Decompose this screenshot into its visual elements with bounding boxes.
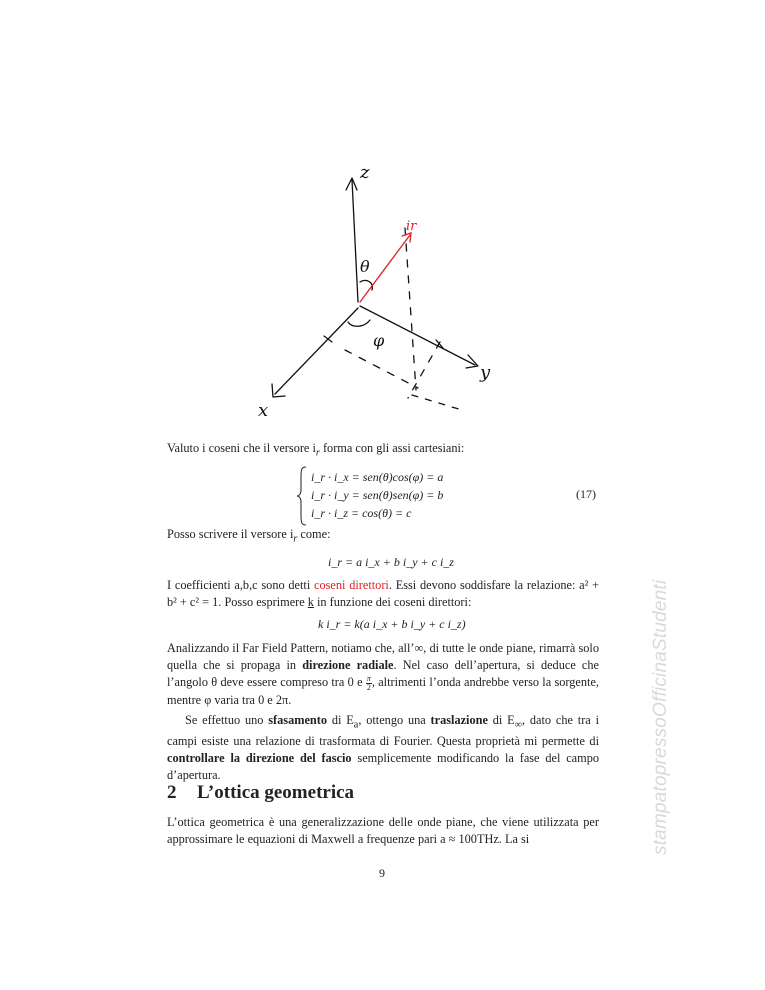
system-line-1: i_r · i_x = sen(θ)cos(φ) = a <box>311 470 444 484</box>
equation-ir: i_r = a i_x + b i_y + c i_z <box>328 555 454 569</box>
dashed-y-proj <box>408 342 440 398</box>
fraction-pi-2: $\frac{\pi}{2}$ <box>366 673 371 692</box>
dashed-vertical <box>405 228 416 390</box>
paragraph-3: I coefficienti a,b,c sono detti coseni direttori. Essi devono soddisfare la relazione: a² + b² + c² = 1. Posso esprimere k in funzione dei coseni direttori: <box>167 578 599 609</box>
z-arrowhead <box>346 178 357 190</box>
left-brace <box>296 466 308 526</box>
z-axis <box>352 180 358 302</box>
label-theta: θ <box>360 257 370 276</box>
paragraph-4: Analizzando il Far Field Pattern, notiamo che, all’∞, di tutte le onde piane, rimarrà solo quella che si propaga in direzione radiale. Nel caso dell’apertura, si deduce che l’angolo θ deve essere compreso tra 0 e $\frac{\pi}{2}$ , altrimenti l’onda andrebbe verso la sorgente, mentre φ varia tra 0 e 2π. <box>167 641 599 707</box>
section-number: 2 <box>167 782 177 803</box>
coseni-direttori-link[interactable]: coseni direttori <box>314 578 389 592</box>
dashed-x-proj <box>345 350 418 388</box>
equation-number: (17) <box>576 487 596 501</box>
intro-paragraph: Valuto i coseni che il versore $i_r$ forma con gli assi cartesiani: <box>167 441 465 459</box>
paragraph-2: Posso scrivere il versore $i_r$ come: <box>167 527 331 545</box>
dashed-extra <box>412 395 462 410</box>
page-number: 9 <box>379 866 385 880</box>
paragraph-6: L’ottica geometrica è una generalizzazione delle onde piane, che viene utilizzata per approssimare le equazioni di Maxwell a frequenze pari a ≈ 100THz. La si <box>167 815 599 846</box>
phi-arc <box>348 320 370 326</box>
label-x: x <box>258 400 269 421</box>
section-heading <box>167 782 354 804</box>
label-phi: φ <box>373 331 385 350</box>
equation-kir: k i_r = k(a i_x + b i_y + c i_z) <box>318 617 466 631</box>
system-line-2: i_r · i_y = sen(θ)sen(φ) = b <box>311 488 444 502</box>
label-z: z <box>360 162 370 183</box>
coordinate-sketch <box>240 150 520 430</box>
paragraph-5: Se effettuo uno sfasamento di $E_a$, ottengo una traslazione di $E_\infty$, dato che tra i campi esiste una relazione di trasformata di Fourier. Questa proprietà mi permette di controllare la direzione del fascio semplicemente modificando la fase del campo d’apertura. <box>167 713 600 783</box>
section-title: L’ottica geometrica <box>197 782 355 803</box>
label-y: y <box>480 362 491 383</box>
watermark: stampatopressoOfficinaStudenti <box>650 579 671 855</box>
system-line-3: i_r · i_z = cos(θ) = c <box>311 506 412 520</box>
label-ir: ir <box>406 219 417 234</box>
